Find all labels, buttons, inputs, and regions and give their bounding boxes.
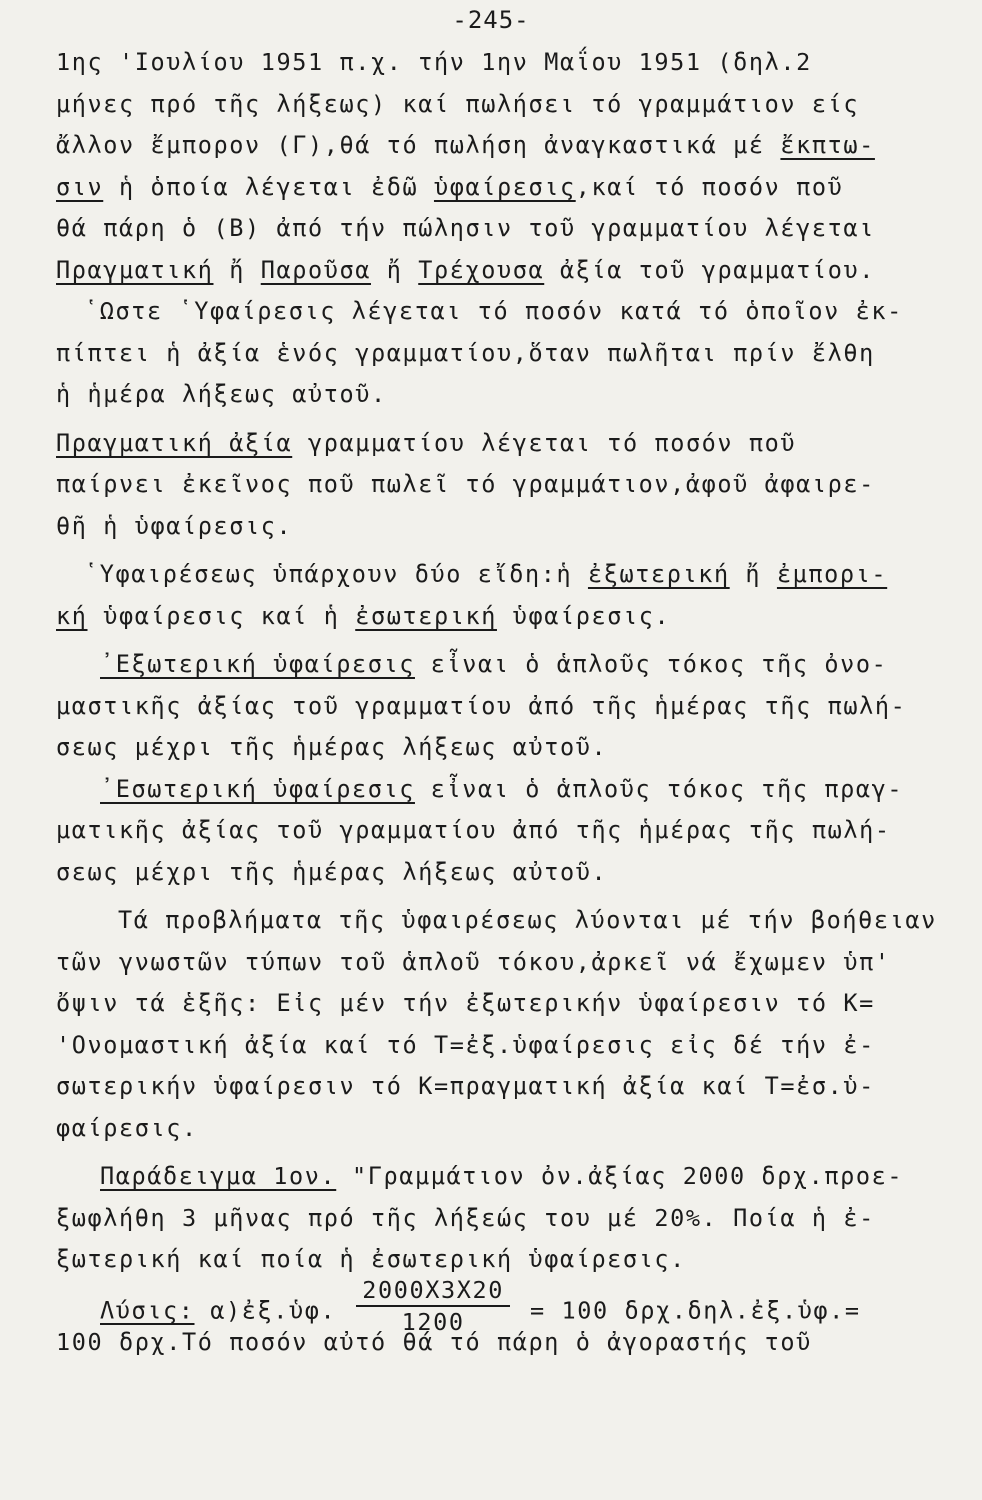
text-line: 100 δρχ.Τό ποσόν αὐτό θά τό πάρη ὁ ἀγοραστής τοῦ xyxy=(56,1328,812,1356)
underlined-term: ᾿Εξωτερική ὑφαίρεσις xyxy=(100,650,415,678)
underlined-term: ὑφαίρεσις xyxy=(433,172,576,201)
underlined-term: ἔκπτω- xyxy=(780,131,875,159)
text-line: σεως μέχρι τῆς ἡμέρας λήξεως αὐτοῦ. xyxy=(56,857,608,886)
text-line: μήνες πρό τῆς λήξεως) καί πωλήσει τό γραμμάτιον είς xyxy=(56,89,860,118)
text-line: σεως μέχρι τῆς ἡμέρας λήξεως αὐτοῦ. xyxy=(56,733,608,761)
underlined-term: κή xyxy=(56,601,88,630)
text-line: ᾿Εξωτερική ὑφαίρεσις εἶναι ὁ ἁπλοῦς τόκος τῆς ὀνο- xyxy=(100,650,888,678)
text-line: θῆ ἡ ὑφαίρεσις. xyxy=(56,511,293,540)
text-line: κή ὑφαίρεσις καί ἡ ἐσωτερική ὑφαίρεσις. xyxy=(56,601,671,630)
underlined-term: ἐμπορι- xyxy=(776,560,888,588)
fraction-numerator: 2000Χ3Χ20 xyxy=(356,1275,510,1307)
page-text xyxy=(56,42,956,1364)
underlined-term: Παροῦσα xyxy=(260,255,371,284)
text-line: ῾Υφαιρέσεως ὑπάρχουν δύο εἴδη:ἡ ἐξωτερική ἤ ἐμπορι- xyxy=(84,560,888,588)
underlined-term: ἐσωτερική xyxy=(355,601,497,630)
page-number: -245- xyxy=(452,6,530,34)
text-line: ὄψιν τά ἑξῆς: Εἰς μέν τήν ἐξωτερικήν ὑφαίρεσιν τό Κ= xyxy=(56,989,875,1017)
formula-fraction xyxy=(356,1275,510,1337)
text-line: Πραγματική ἀξία γραμματίου λέγεται τό ποσόν ποῦ xyxy=(56,428,797,457)
text-line: Παράδειγμα 1ον. "Γραμμάτιον ὀν.ἀξίας 2000 δρχ.προε- xyxy=(100,1162,904,1190)
text-line: ματικῆς ἀξίας τοῦ γραμματίου ἀπό τῆς ἡμέρας τῆς πωλή- xyxy=(56,816,891,844)
fraction-denominator: 1200 xyxy=(401,1307,465,1336)
underlined-term: ᾿Εσωτερική ὑφαίρεσις xyxy=(100,774,415,803)
underlined-term: ἐξωτερική xyxy=(587,560,730,588)
text-line: παίρνει ἐκεῖνος ποῦ πωλεῖ τό γραμμάτιον,ἀφοῦ ἀφαιρε- xyxy=(56,470,875,498)
text-line: φαίρεσις. xyxy=(56,1113,198,1142)
underlined-term: Πραγματική xyxy=(56,255,214,284)
example-heading: Παράδειγμα 1ον. xyxy=(100,1162,337,1190)
text-line: ἄλλον ἔμπορον (Γ),θά τό πωλήση ἀναγκαστικά μέ ἔκπτω- xyxy=(56,131,875,159)
underlined-term: Τρέχουσα xyxy=(418,255,545,284)
text-line: σιν ἡ ὁποία λέγεται ἐδῶ ὑφαίρεσις,καί τό ποσόν ποῦ xyxy=(56,172,844,201)
text-line: Πραγματική ἤ Παροῦσα ἤ Τρέχουσα ἀξία τοῦ γραμματίου. xyxy=(56,255,875,284)
text-line: ᾿Εσωτερική ὑφαίρεσις εἶναι ὁ ἁπλοῦς τόκος τῆς πραγ- xyxy=(100,774,904,803)
text-line: ξωφλήθη 3 μῆνας πρό τῆς λήξεώς του μέ 20%. Ποία ἡ ἐ- xyxy=(56,1203,875,1232)
text-line: μαστικῆς ἀξίας τοῦ γραμματίου ἀπό τῆς ἡμέρας τῆς πωλή- xyxy=(56,691,907,720)
text-line: τῶν γνωστῶν τύπων τοῦ ἁπλοῦ τόκου,ἀρκεῖ νά ἔχωμεν ὑπ' xyxy=(56,947,891,976)
text-line: ἡ ἡμέρα λήξεως αὐτοῦ. xyxy=(56,380,387,408)
text-line: Τά προβλήματα τῆς ὑφαιρέσεως λύονται μέ τήν βοήθειαν xyxy=(118,906,937,934)
text-line: ξωτερική καί ποία ἡ ἐσωτερική ὑφαίρεσις. xyxy=(56,1245,686,1273)
underlined-term: σιν xyxy=(56,172,104,201)
text-line: 1ης 'Ιουλίου 1951 π.χ. τήν 1ην Μαΐου 1951 (δηλ.2 xyxy=(56,48,812,76)
solution-heading: Λύσις: xyxy=(100,1296,195,1324)
text-line: πίπτει ἡ ἀξία ἑνός γραμματίου,ὅταν πωλῆται πρίν ἔλθη xyxy=(56,338,875,367)
text-line: 'Ονομαστική ἀξία καί τό Τ=ἐξ.ὑφαίρεσις εἰς δέ τήν ἐ- xyxy=(56,1030,875,1059)
underlined-term: Πραγματική ἀξία xyxy=(56,428,293,457)
text-line: ῾Ωστε ῾Υφαίρεσις λέγεται τό ποσόν κατά τό ὁποῖον ἐκ- xyxy=(84,297,903,325)
text-line: θά πάρη ὁ (Β) ἀπό τήν πώλησιν τοῦ γραμματίου λέγεται xyxy=(56,214,875,242)
text-line: σωτερικήν ὑφαίρεσιν τό Κ=πραγματική ἀξία καί Τ=ἐσ.ὑ- xyxy=(56,1072,875,1100)
text-line: Λύσις: α)ἐξ.ὑφ. $\frac{2000X3X20}{1200}$ = 100 δρχ.δηλ.ἐξ.ὑφ.= xyxy=(100,1275,861,1336)
